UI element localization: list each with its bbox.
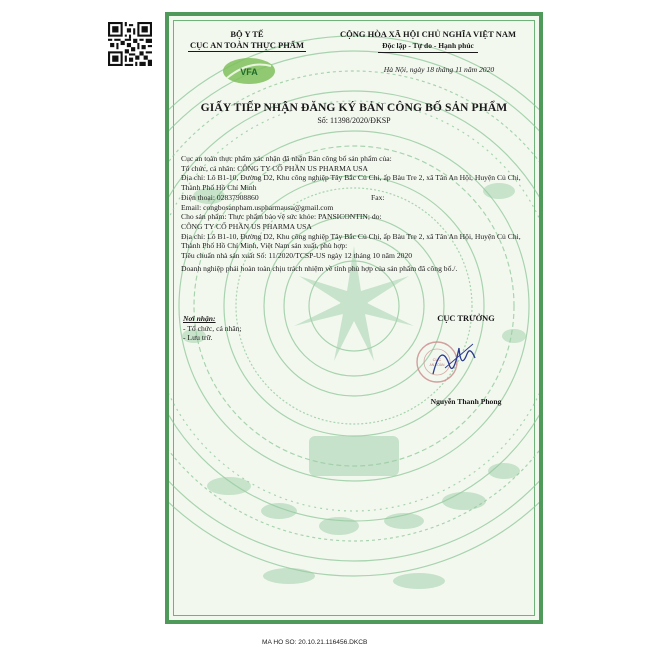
agency-name: CỤC AN TOÀN THỰC PHẨM (190, 40, 304, 50)
issuer-header (177, 29, 317, 52)
ministry-name: BỘ Y TẾ (230, 29, 264, 39)
official-stamp-and-signature (415, 334, 479, 388)
responsibility-text: Doanh nghiệp phải hoàn toàn chịu trách nhiệm về tính phù hợp của sản phẩm đã công bố./. (181, 263, 458, 273)
organization-text: Tổ chức, cá nhân: CÔNG TY CỔ PHẦN US PHARMA USA (181, 163, 368, 173)
national-header (317, 29, 539, 53)
svg-text:CỤC: CỤC (432, 357, 442, 362)
producer-text: CÔNG TY CỔ PHẦN US PHARMA USA (181, 221, 312, 231)
signer-position: CỤC TRƯỞNG (437, 314, 495, 323)
recipients-block (183, 314, 242, 343)
document-body (181, 154, 536, 273)
fax-text: Fax: (371, 192, 385, 202)
document-title: GIẤY TIẾP NHẬN ĐĂNG KÝ BẢN CÔNG BỐ SẢN PHẨM (200, 101, 508, 114)
organization-address: Địa chỉ: Lô B1-10, Đường D2, Khu công nghiệp Tây Bắc Củ Chi, ấp Bàu Tre 2, xã Tân An Hội, Huyện Củ Chi, Thành Phố Hồ Chí Minh (181, 173, 521, 193)
standard-text: Tiêu chuẩn nhà sản xuất Số: 11/2020/TCSP-US ngày 12 tháng 10 năm 2020 (181, 251, 413, 261)
country-name: CỘNG HÒA XÃ HỘI CHỦ NGHĨA VIỆT NAM (339, 29, 517, 39)
svg-text:AN TOÀN: AN TOÀN (429, 363, 445, 367)
signer-name: Nguyễn Thanh Phong (430, 397, 502, 406)
motto-underline (378, 52, 478, 53)
certificate-page (165, 12, 543, 624)
recipient-item: - Tổ chức, cá nhân; (183, 323, 242, 333)
qr-code-icon (108, 22, 152, 66)
vfa-logo (221, 56, 277, 86)
intro-text: Cục an toàn thực phẩm xác nhận đã nhận Bản công bố sản phẩm của: (181, 154, 392, 163)
record-code: MA HO SO: 20.10.21.116456.DKCB (262, 639, 368, 646)
recipients-label: Nơi nhận: (183, 314, 216, 323)
recipient-item: - Lưu trữ. (183, 333, 213, 343)
logo-text: VFA (240, 67, 258, 77)
issue-date: Hà Nội, ngày 18 tháng 11 năm 2020 (383, 65, 495, 74)
document-number: Số: 11398/2020/ĐKSP (317, 116, 391, 125)
email-text: Email: congbosanpham.uspharmausa@gmail.com (181, 202, 334, 212)
producer-address: Địa chỉ: Lô B1-10, Đường D2, Khu công nghiệp Tây Bắc Củ Chi, ấp Bàu Tre 2, xã Tân An Hội, Huyện Củ Chi, Thành Phố Hồ Chí Minh, Việt Nam sản xuất, phù hợp: (181, 231, 521, 251)
phone-text: Điện thoại: 02837908860 (181, 192, 259, 202)
product-text: Cho sản phẩm: Thực phẩm bảo vệ sức khỏe: PANSICONTIN; do: (181, 212, 382, 222)
national-motto: Độc lập - Tự do - Hạnh phúc (382, 41, 474, 50)
